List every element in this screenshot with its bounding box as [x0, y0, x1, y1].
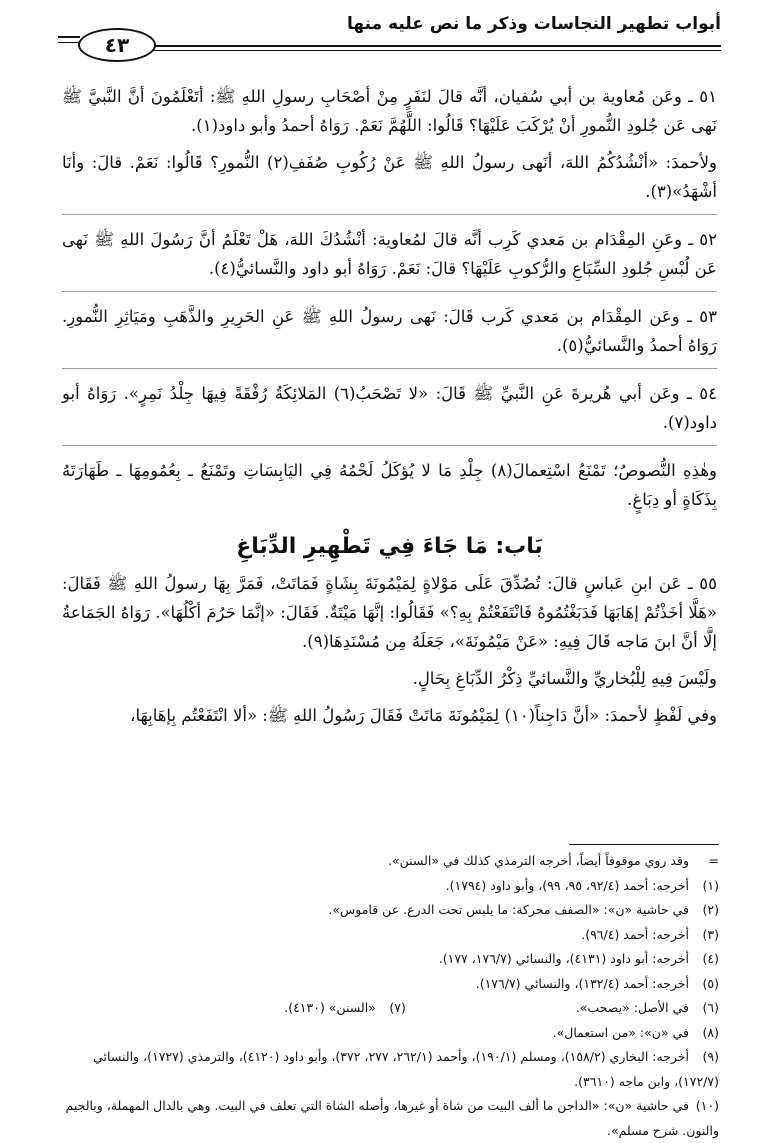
hadith-55: ٥٥ ـ عَن ابنِ عَباسٍ قالَ: تُصُدِّقَ عَلَى مَوْلاةٍ لِمَيْمُونَةَ بِشَاةٍ فَمَاتَتْ، فَمَرَّ بِهَا رسولُ اللهِ ﷺ فَقَالَ: «هَلَّا أخَذْتُمْ إهَابَهَا فَدَبَغْتُمُوهُ فَانْتَفَعْتُمْ بِهِ؟» فَقَالُوا: إنَّهَا مَيْتَةٌ. فَقَالَ: «إنَّمَا حَرُمَ أكْلُهَا». رَوَاهُ الجَمَاعةُ إلَّا أنَّ ابنَ مَاجه قَالَ فِيهِ: «عَنْ مَيْمُونَةَ»، جَعَلَهُ مِن مُسْنَدِهَا(٩). — [62, 574, 717, 651]
footnote-3: (٣)أخرجه: أحمد (٩٦/٤). — [581, 926, 719, 942]
hadith-51: ٥١ ـ وعَن مُعاوية بن أبي سُفيان، أنَّه قالَ لنَفَرٍ مِنْ أصْحَابِ رسولِ اللهِ ﷺ: أتَعْلَمُونَ أنَّ النَّبيَّ ﷺ نَهى عَن جُلودِ النُّمورِ أنْ يُرْكَبَ عَلَيْهَا؟ قَالُوا: اللَّهُمَّ نَعَمْ. رَوَاهُ أحمدُ وأبو داود(١). — [62, 87, 717, 135]
header-rule-left — [58, 36, 80, 38]
hadith-55-note: ولَيْسَ فِيهِ لِلْبُخاريِّ والنَّسائيِّ ذِكْرُ الدِّبَاغِ بِحَالٍ. — [412, 669, 717, 688]
footnotes — [62, 844, 719, 1143]
footnote-continued: =وقد روي موقوفاً أيضاً، أخرجه الترمذي كذلك في «السنن». — [388, 853, 719, 868]
divider — [62, 214, 717, 215]
hadith-51-ahmad: ولأحمدَ: «أنْشُدُكُمُ اللهَ، أنَهى رسولُ اللهِ ﷺ عَنْ رُكُوبِ صُفَفِ(٢) النُّمورِ؟ قَالُوا: نَعَمْ. قالَ: وأنَا أشْهَدُ»(٣). — [62, 153, 717, 201]
header-rule-left-thin — [58, 42, 80, 43]
footnote-1: (١)أخرجه: أحمد (٩٢/٤، ٩٥، ٩٩)، وأبو داود (١٧٩٤). — [445, 877, 719, 893]
running-title: أبواب تطهير النجاسات وذكر ما نص عليه منها — [347, 14, 721, 34]
hadith-52: ٥٢ ـ وعَنِ المِقْدَام بن مَعدي كَرِب أنَّه قالَ لمُعاوية: أنْشُدُكَ اللهَ، هَلْ تَعْلَمُ أنَّ رَسُولَ اللهِ ﷺ نَهى عَن لُبْسِ جُلودِ السِّبَاعِ والرُّكوبِ عَلَيْهَا؟ قالَ: نَعَمْ. رَوَاهُ أبو داود والنَّسائيُّ(٤). — [62, 230, 717, 278]
divider — [62, 368, 717, 369]
header-rule — [150, 45, 721, 47]
footnote-9: (٩)أخرجه: البخاري (١٥٨/٢)، ومسلم (١٩٠/١)، وأحمد (٢٦٢/١، ٢٧٧، ٣٧٢)، وأبو داود (٤١٢٠)، والترمذي (١٧٢٧)، والنسائي (١٧٢/٧)، وابن ماجه (٣٦١٠). — [93, 1049, 719, 1089]
footnote-6-7: (٦)في الأصل: «يصحب».(٧)«السنن» (٤١٣٠). — [284, 1000, 719, 1015]
divider — [62, 291, 717, 292]
divider — [62, 445, 717, 446]
hadith-54: ٥٤ ـ وعَن أبي هُريرةَ عَنِ النَّبيِّ ﷺ قَالَ: «لا تَصْحَبُ(٦) المَلائِكَةُ رُفْقَةً فِيهَا جِلْدُ نَمِرٍ». رَوَاهُ أبو داود(٧). — [62, 384, 717, 432]
main-text — [62, 82, 717, 738]
footnote-10: (١٠)في حاشية «ن»: «الداجن ما ألف البيت من شاة أو غيرها، وأصله الشاة التي تعلف في البيت. وهي بالدال المهملة، وبالجيم والنون. شرح مسلم». — [65, 1098, 719, 1138]
footnote-2: (٢)في حاشية «ن»: «الصفف محركة: ما يلبس تحت الدرع. عن قاموس». — [328, 902, 719, 917]
hadith-53: ٥٣ ـ وعَن المِقْدَام بن مَعدي كَرب قَالَ: نَهى رسولُ اللهِ ﷺ عَنِ الحَرِيرِ والذَّهَبِ ومَيَاثِرِ النُّمورِ. رَوَاهُ أحمدُ والنَّسائيُّ(٥). — [62, 307, 717, 355]
page-header — [58, 14, 721, 58]
footnote-rule — [569, 844, 719, 845]
footnote-4: (٤)أخرجه: أبو داود (٤١٣١)، والنسائي (١٧٦/٧، ١٧٧). — [438, 951, 719, 966]
footnote-8: (٨)في «ن»: «من استعمال». — [552, 1024, 719, 1040]
chapter-title: بَاب: مَا جَاءَ فِي تَطْهِيرِ الدِّبَاغِ — [236, 534, 543, 559]
hadith-55-ahmad: وفي لَفْظٍ لأحمدَ: «أنَّ دَاجِناً(١٠) لِمَيْمُونَةَ مَاتَتْ فَقَالَ رَسُولُ اللهِ ﷺ: «ألا انْتَفَعْتُم بِإهَابِهَا، — [130, 706, 717, 725]
commentary: وهٰذِهِ النُّصوصُ؛ تَمْنَعُ اسْتِعمالَ(٨) جِلْدِ مَا لا يُؤكَلُ لَحْمُهُ فِي اليَابِسَاتِ وتَمْنَعُ ـ بِعُمُومِهَا ـ طَهَارَتَهُ بِذَكَاةٍ أو دِبَاغٍ. — [62, 461, 718, 509]
footnote-5: (٥)أخرجه: أحمد (١٣٢/٤)، والنسائي (١٧٦/٧). — [475, 975, 719, 991]
header-rule-thin — [150, 50, 721, 51]
page-number: ٤٣ — [78, 28, 156, 62]
